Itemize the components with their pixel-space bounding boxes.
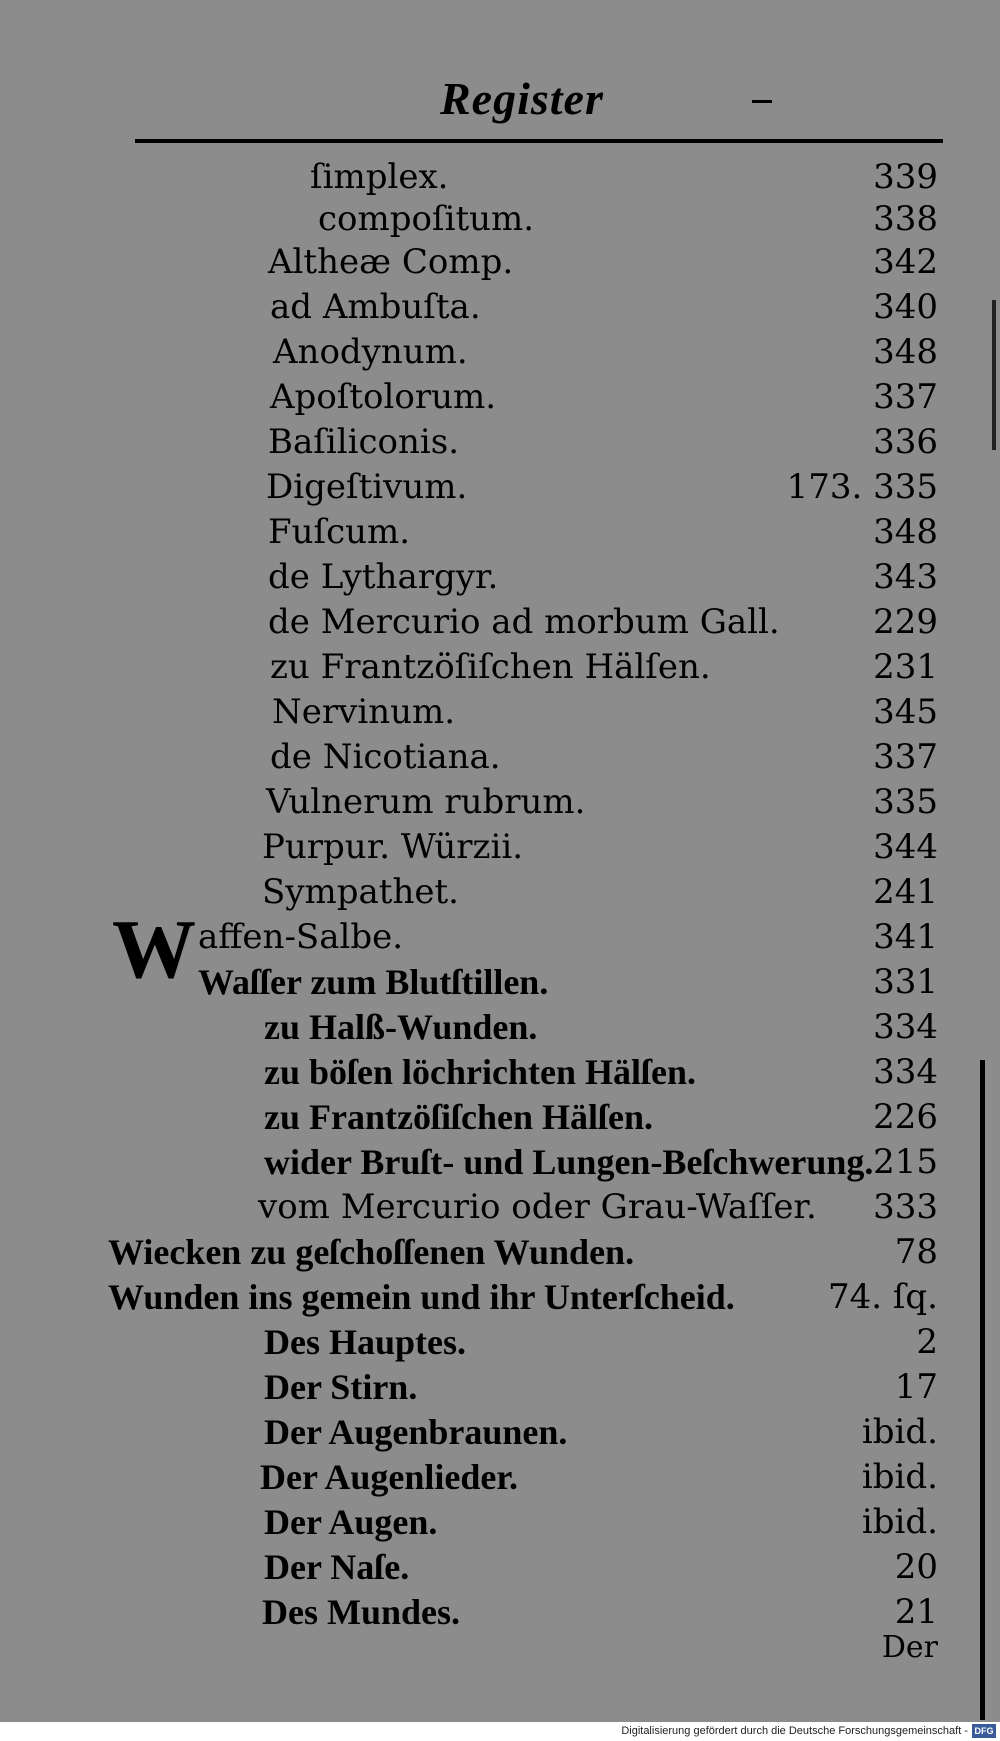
page-header-title: Register (440, 73, 604, 124)
entry-label: affen-Salbe. (198, 917, 404, 957)
register-entry (198, 915, 938, 959)
entry-page-number: 226 (873, 1097, 938, 1137)
entry-page-number: 337 (873, 737, 938, 777)
entry-label: compoſitum. (318, 199, 535, 239)
entry-page-number: 344 (873, 827, 938, 867)
register-entry (264, 1365, 938, 1409)
entry-page-number: 78 (894, 1232, 938, 1272)
entry-label: Der Augen. (264, 1502, 438, 1542)
entry-page-number: 343 (873, 557, 938, 597)
entry-label: Waſſer zum Blutſtillen. (198, 962, 549, 1002)
entry-label: zu Frantzöſiſchen Hälſen. (264, 1097, 653, 1137)
entry-page-number: ibid. (861, 1412, 938, 1452)
entry-label: Des Mundes. (262, 1592, 461, 1632)
register-entry (270, 735, 938, 779)
entry-page-number: 2 (916, 1322, 938, 1362)
register-entry (264, 1095, 938, 1139)
register-entry (264, 1140, 938, 1184)
entry-label: Sympathet. (262, 872, 459, 912)
entry-page-number: 215 (873, 1142, 938, 1182)
entry-label: Des Hauptes. (264, 1322, 467, 1362)
register-entry (260, 1455, 938, 1499)
entry-page-number: 334 (873, 1052, 938, 1092)
entry-label: Nervinum. (272, 692, 456, 732)
entry-page-number: 348 (873, 332, 938, 372)
entry-label: Digeſtivum. (266, 467, 468, 507)
entry-label: zu Halß-Wunden. (264, 1007, 538, 1047)
entry-page-number: 231 (873, 647, 938, 687)
entry-label: Fuſcum. (268, 512, 411, 552)
entry-page-number: 340 (873, 287, 938, 327)
entry-page-number: 20 (894, 1547, 938, 1587)
edge-shadow (980, 1060, 985, 1720)
entry-label: de Nicotiana. (270, 737, 501, 777)
entry-label: de Mercurio ad morbum Gall. (268, 602, 780, 642)
entry-page-number: ibid. (861, 1457, 938, 1497)
entry-page-number: 21 (894, 1592, 938, 1632)
entry-label: Der Augenlieder. (260, 1457, 518, 1497)
entry-label: ſimplex. (310, 157, 449, 197)
entry-label: ad Ambuſta. (270, 287, 481, 327)
register-entry (258, 1185, 938, 1229)
edge-shadow-top (992, 300, 996, 450)
entry-page-number: 348 (873, 512, 938, 552)
entry-page-number: 342 (873, 242, 938, 282)
register-entry (310, 155, 938, 199)
register-entry (268, 510, 938, 554)
entry-page-number: 345 (873, 692, 938, 732)
entry-label: Wiecken zu geſchoſſenen Wunden. (108, 1232, 635, 1272)
entry-label: zu böſen löchrichten Hälſen. (264, 1052, 696, 1092)
register-entry (262, 825, 938, 869)
register-entry (262, 870, 938, 914)
register-entry (268, 240, 938, 284)
register-entry (198, 960, 938, 1004)
entry-page-number: 229 (873, 602, 938, 642)
register-entry (266, 465, 938, 509)
register-entry (270, 375, 938, 419)
entry-label: Vulnerum rubrum. (266, 782, 586, 822)
entry-page-number: 74. ſq. (827, 1277, 938, 1317)
entry-page-number: 337 (873, 377, 938, 417)
entry-page-number: 341 (873, 917, 938, 957)
decorated-initial: W (112, 903, 196, 996)
entry-label: Baſiliconis. (268, 422, 460, 462)
entry-label: vom Mercurio oder Grau-Waſſer. (258, 1187, 817, 1227)
register-entry (268, 420, 938, 464)
register-entry (270, 285, 938, 329)
entry-label: de Lythargyr. (268, 557, 499, 597)
entry-page-number: ibid. (861, 1502, 938, 1542)
register-entry (264, 1050, 938, 1094)
entry-label: Der Augenbraunen. (264, 1412, 568, 1452)
entry-page-number: 331 (873, 962, 938, 1002)
entry-page-number: 335 (873, 782, 938, 822)
register-entry (273, 330, 938, 374)
entry-label: Apoſtolorum. (270, 377, 497, 417)
entry-page-number: 339 (873, 157, 938, 197)
register-entry (262, 1590, 938, 1634)
register-entry (264, 1410, 938, 1454)
entry-label: Der Stirn. (264, 1367, 418, 1407)
entry-label: wider Bruſt- und Lungen-Beſchwerung. (264, 1142, 874, 1182)
register-entry (264, 1005, 938, 1049)
register-entry (272, 690, 938, 734)
entry-page-number: 334 (873, 1007, 938, 1047)
entry-page-number: 173. 335 (786, 467, 938, 507)
entry-label: Der Naſe. (264, 1547, 410, 1587)
entry-page-number: 333 (873, 1187, 938, 1227)
register-entry (264, 1320, 938, 1364)
entry-page-number: 241 (873, 872, 938, 912)
catchword: Der (881, 1630, 938, 1665)
entry-page-number: 17 (894, 1367, 938, 1407)
register-entry (266, 780, 938, 824)
entry-label: zu Frantzöſiſchen Hälſen. (270, 647, 711, 687)
register-entry (264, 1545, 938, 1589)
register-entry (264, 1500, 938, 1544)
register-entry (108, 1275, 938, 1319)
register-entry (108, 1230, 938, 1274)
register-entry (270, 645, 938, 689)
entry-page-number: 338 (873, 199, 938, 239)
register-entry (268, 600, 938, 644)
dfg-logo: DFG (972, 1724, 996, 1738)
register-entry (268, 555, 938, 599)
entry-label: Wunden ins gemein und ihr Unterſcheid. (108, 1277, 735, 1317)
register-entry (318, 197, 938, 241)
entry-label: Anodynum. (273, 332, 468, 372)
entry-label: Altheæ Comp. (268, 242, 514, 282)
entry-page-number: 336 (873, 422, 938, 462)
entry-label: Purpur. Würzii. (262, 827, 524, 867)
footer-credit: Digitalisierung gefördert durch die Deutsche Forschungsgemeinschaft - (621, 1725, 968, 1737)
